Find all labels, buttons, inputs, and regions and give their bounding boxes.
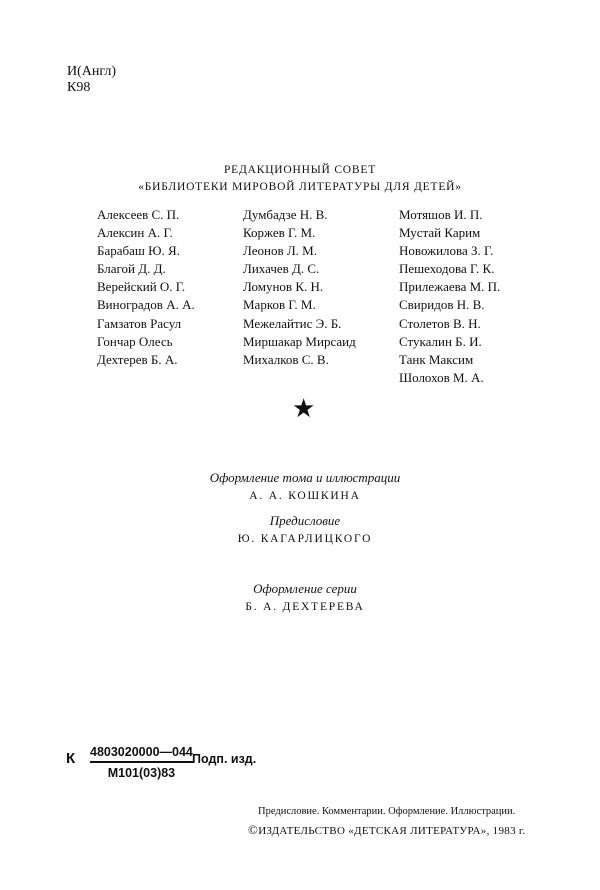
- board-member: Гончар Олесь: [97, 333, 173, 349]
- board-member: Столетов В. Н.: [399, 315, 481, 331]
- board-member: Мотяшов И. П.: [399, 207, 483, 222]
- imprint-code-fraction: [90, 745, 193, 780]
- board-member: Коржев Г. М.: [243, 225, 316, 241]
- series-credit-name: Б. А. ДЕХТЕРЕВА: [245, 601, 365, 613]
- board-member: Алексеев С. П.: [97, 207, 180, 222]
- board-member: Танк Максим: [399, 351, 474, 367]
- board-member: Благой Д. Д.: [97, 261, 166, 277]
- footer-copyright-scope: Предисловие. Комментарии. Оформление. Иллюстрации.: [258, 806, 516, 817]
- imprint-publication-note: Подп. изд.: [192, 752, 257, 766]
- board-member: Прилежаева М. П.: [399, 279, 501, 295]
- preface-credit-name: Ю. КАГАРЛИЦКОГО: [237, 533, 373, 545]
- board-member: Лихачев Д. С.: [243, 261, 320, 277]
- copyright-symbol: ©: [248, 822, 259, 837]
- board-member: Алексин А. Г.: [97, 225, 173, 241]
- board-column-3: [399, 206, 500, 387]
- board-member: Барабаш Ю. Я.: [97, 243, 180, 259]
- board-member: Пешеходова Г. К.: [399, 261, 495, 277]
- footer-copyright: [248, 822, 526, 838]
- design-credit-label: Оформление тома и иллюстрации: [209, 470, 401, 485]
- board-member: Ломунов К. Н.: [243, 279, 324, 295]
- board-member: Стукалин Б. И.: [399, 333, 482, 349]
- board-member: Дехтерев Б. А.: [97, 351, 178, 367]
- board-member: Думбадзе Н. В.: [243, 207, 328, 222]
- board-title: РЕДАКЦИОННЫЙ СОВЕТ: [223, 164, 377, 176]
- series-credit-label: Оформление серии: [253, 581, 357, 596]
- footer-publisher: ИЗДАТЕЛЬСТВО «ДЕТСКАЯ ЛИТЕРАТУРА», 1983 г.: [258, 825, 526, 837]
- classification-code: [67, 64, 116, 96]
- board-member: Гамзатов Расул: [97, 315, 182, 331]
- board-member: Виноградов А. А.: [97, 297, 195, 313]
- star-ornament: ★: [292, 394, 316, 424]
- imprint-code-denominator: М101(03)83: [107, 766, 176, 780]
- preface-credit-label: Предисловие: [269, 513, 341, 528]
- board-column-1: [97, 206, 195, 369]
- classification-line-2: К98: [67, 80, 91, 95]
- board-member: Марков Г. М.: [243, 297, 316, 313]
- board-member: Межелайтис Э. Б.: [243, 315, 342, 331]
- board-member: Верейский О. Г.: [97, 279, 186, 295]
- board-member: Мустай Карим: [399, 225, 481, 241]
- board-member: Миршакар Мирсаид: [243, 333, 356, 349]
- board-member: Михалков С. В.: [243, 351, 329, 367]
- board-column-2: [243, 206, 356, 369]
- board-member: Леонов Л. М.: [243, 243, 317, 259]
- design-credit-name: А. А. КОШКИНА: [249, 490, 361, 502]
- imprint-k-letter: К: [66, 750, 76, 767]
- board-subtitle: «БИБЛИОТЕКИ МИРОВОЙ ЛИТЕРАТУРЫ ДЛЯ ДЕТЕЙ»: [138, 181, 462, 193]
- classification-line-1: И(Англ): [67, 64, 117, 79]
- board-member: Шолохов М. А.: [399, 369, 484, 385]
- imprint-code-numerator: 4803020000—044: [90, 745, 193, 763]
- board-member: Новожилова З. Г.: [399, 243, 494, 259]
- board-member: Свиридов Н. В.: [399, 297, 485, 313]
